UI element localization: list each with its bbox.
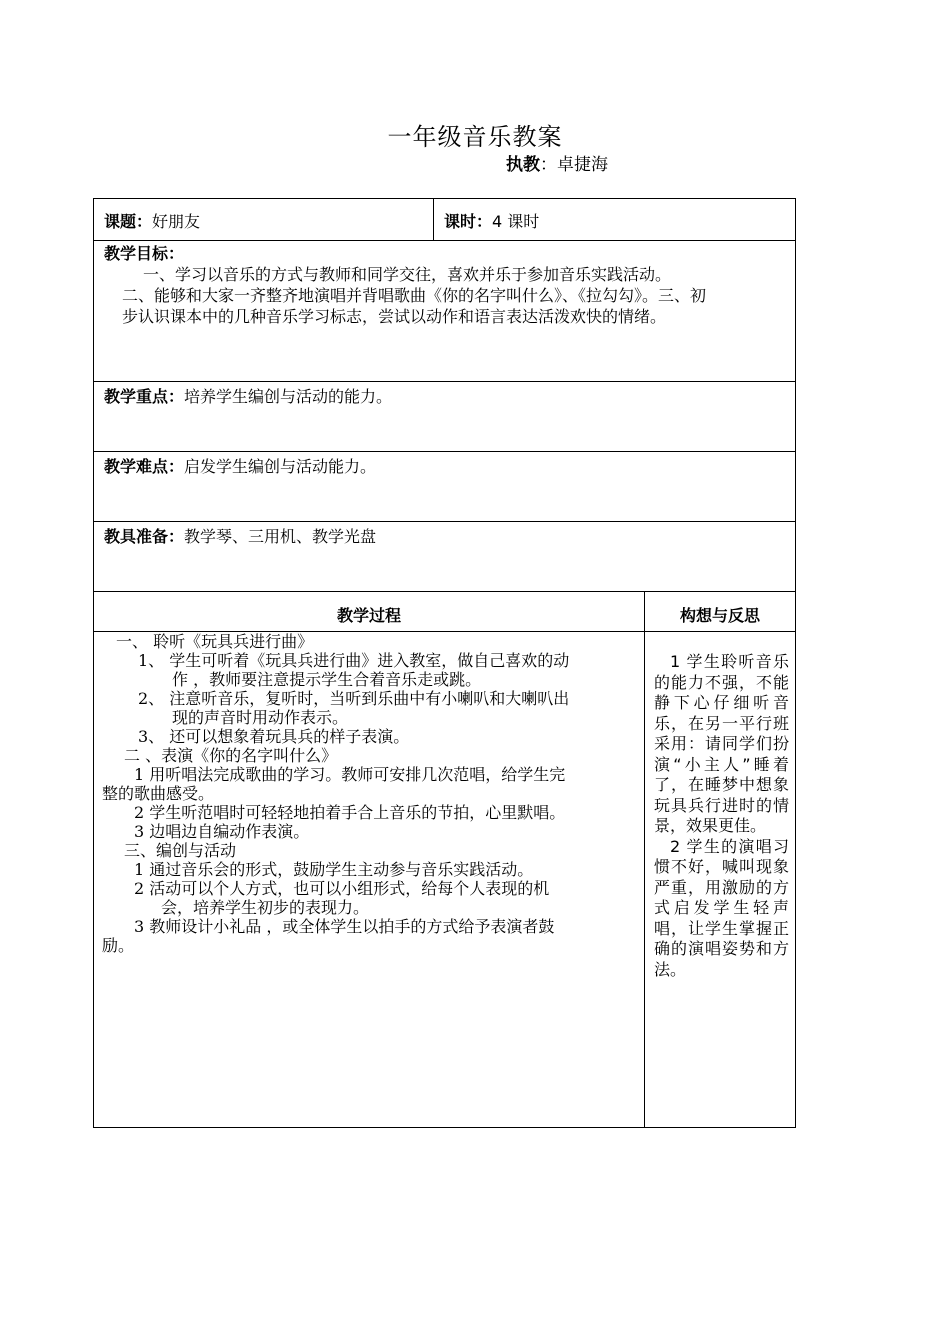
process-line: 2 活动可以个人方式，也可以小组形式，给每个人表现的机 bbox=[134, 879, 550, 898]
process-line: 励。 bbox=[102, 936, 135, 955]
process-header: 教学过程 bbox=[336, 606, 401, 625]
difficulty-row bbox=[93, 451, 796, 522]
goal-line: 步认识课本中的几种音乐学习标志，尝试以动作和语言表达活泼欢快的情绪。 bbox=[122, 307, 667, 326]
author-name: 卓捷海 bbox=[557, 155, 608, 175]
reflection-cell bbox=[645, 632, 795, 1127]
process-header-cell bbox=[94, 592, 645, 631]
process-line: 三、编创与活动 bbox=[124, 841, 237, 860]
process-line: 2 学生听范唱时可轻轻地拍着手合上音乐的节拍，心里默唱。 bbox=[134, 803, 566, 822]
document-title: 一年级音乐教案 bbox=[387, 123, 563, 151]
goal-line: 一、学习以音乐的方式与教师和同学交往，喜欢并乐于参加音乐实践活动。 bbox=[143, 265, 672, 284]
topic-label: 课题： bbox=[104, 212, 153, 231]
process-line: 2、 注意听音乐，复听时，当听到乐曲中有小喇叭和大喇叭出 bbox=[138, 689, 570, 708]
process-line: 1、 学生可听着《玩具兵进行曲》进入教室，做自己喜欢的动 bbox=[138, 651, 570, 670]
reflection-paragraph: 1 学生聆听音乐的能力不强，不能静下心仔细听音乐，在另一平行班采用：请同学们扮演“小主人”睡着了，在睡梦中想象玩具兵行进时的情景，效果更佳。 bbox=[654, 652, 789, 835]
author-separator: ： bbox=[540, 155, 557, 175]
process-line: 整的歌曲感受。 bbox=[102, 784, 215, 803]
goal-line: 二、能够和大家一齐整齐地演唱并背唱歌曲《你的名字叫什么》、《拉勾勾》。三、初 bbox=[122, 286, 707, 305]
key-point-row bbox=[93, 381, 796, 452]
process-cell bbox=[94, 632, 645, 1127]
key-point-label: 教学重点： bbox=[104, 387, 185, 406]
materials-value: 教学琴、三用机、教学光盘 bbox=[184, 527, 377, 546]
process-line: 1 用听唱法完成歌曲的学习。教师可安排几次范唱，给学生完 bbox=[134, 765, 566, 784]
topic-value: 好朋友 bbox=[152, 212, 201, 231]
author-label: 执教 bbox=[506, 155, 540, 175]
process-steps bbox=[94, 632, 644, 955]
process-line: 3 教师设计小礼品 ，或全体学生以拍手的方式给予表演者鼓 bbox=[134, 917, 555, 936]
reflection-header-cell bbox=[645, 592, 795, 631]
difficulty-value: 启发学生编创与活动能力。 bbox=[184, 457, 377, 476]
process-line: 3 边唱边自编动作表演。 bbox=[134, 822, 310, 841]
materials-row bbox=[93, 521, 796, 592]
hours-cell bbox=[434, 199, 795, 240]
hours-value: 4 课时 bbox=[492, 212, 540, 231]
author-line bbox=[506, 150, 608, 175]
goals-block bbox=[104, 243, 787, 327]
key-point-value: 培养学生编创与活动的能力。 bbox=[184, 387, 393, 406]
topic-cell bbox=[94, 199, 434, 240]
reflection-notes bbox=[654, 652, 789, 980]
reflection-paragraph: 2 学生的演唱习惯不好，喊叫现象严重，用激励的方式启发学生轻声唱，让学生掌握正确的演唱姿势和方法。 bbox=[654, 836, 789, 979]
process-line: 现的声音时用动作表示。 bbox=[172, 708, 349, 727]
materials-label: 教具准备： bbox=[104, 527, 185, 546]
reflection-header: 构想与反思 bbox=[679, 606, 760, 625]
process-line: 1 通过音乐会的形式，鼓励学生主动参与音乐实践活动。 bbox=[134, 860, 534, 879]
difficulty-label: 教学难点： bbox=[104, 457, 185, 476]
process-header-row bbox=[93, 591, 796, 632]
topic-row bbox=[93, 198, 796, 241]
process-content-row bbox=[93, 631, 796, 1128]
process-line: 3、 还可以想象着玩具兵的样子表演。 bbox=[138, 727, 410, 746]
goals-row bbox=[93, 240, 796, 382]
process-line: 会，培养学生初步的表现力。 bbox=[161, 898, 370, 917]
process-line: 一、 聆听《玩具兵进行曲》 bbox=[116, 632, 314, 651]
process-line: 作 ，教师要注意提示学生合着音乐走或跳。 bbox=[172, 670, 482, 689]
hours-label: 课时： bbox=[444, 212, 493, 231]
process-line: 二 、表演《你的名字叫什么》 bbox=[124, 746, 338, 765]
goals-label: 教学目标： bbox=[104, 244, 185, 263]
